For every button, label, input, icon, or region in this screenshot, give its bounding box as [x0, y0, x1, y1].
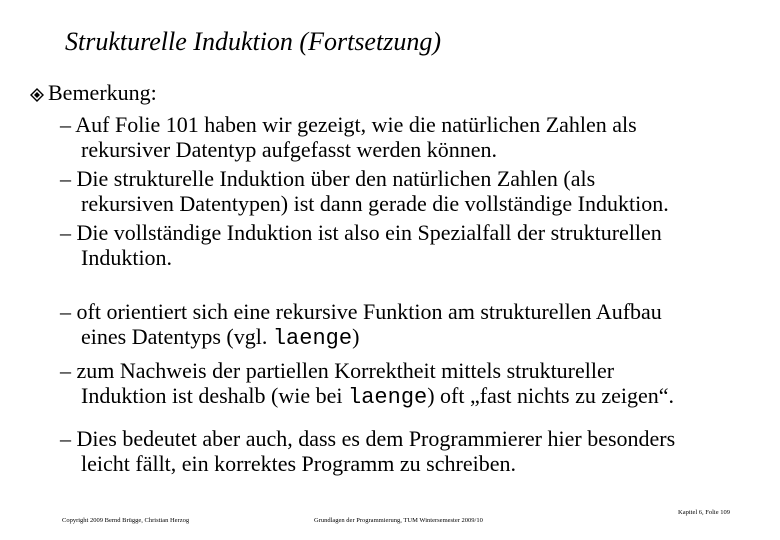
item-text: ) [352, 324, 360, 349]
item-line: – Die vollständige Induktion ist also ein Spezialfall der strukturellen [60, 220, 662, 245]
item-text: ) oft „fast nichts zu zeigen“. [427, 383, 675, 408]
footer-course: Grundlagen der Programmierung, TUM Wintersemester 2009/10 [314, 517, 483, 524]
item-line: rekursiver Datentyp aufgefasst werden können. [81, 137, 498, 162]
list-item [60, 358, 674, 410]
item-line: rekursiven Datentypen) ist dann gerade die vollständige Induktion. [81, 191, 669, 216]
footer-copyright: Copyright 2009 Bernd Brügge, Christian Herzog [62, 517, 190, 524]
diamond-bullet-icon [30, 88, 44, 102]
code-term: laenge [272, 326, 353, 351]
bullet-label: Bemerkung: [48, 80, 157, 105]
item-line: Induktion. [81, 245, 173, 270]
list-item [60, 166, 669, 216]
list-item [60, 220, 662, 270]
list-item [60, 299, 662, 351]
footer-page-number: Kapitel 6, Folie 109 [678, 509, 730, 516]
item-line: – zum Nachweis der partiellen Korrektheit mittels struktureller [60, 358, 615, 383]
item-line: leicht fällt, ein korrektes Programm zu schreiben. [81, 451, 516, 476]
item-line: – Die strukturelle Induktion über den natürlichen Zahlen (als [60, 166, 596, 191]
item-text: Induktion ist deshalb (wie bei [81, 383, 349, 408]
slide-title: Strukturelle Induktion (Fortsetzung) [65, 27, 441, 56]
list-item [60, 426, 675, 476]
item-line: – oft orientiert sich eine rekursive Funktion am strukturellen Aufbau [60, 299, 662, 324]
item-text: eines Datentyps (vgl. [81, 324, 273, 349]
item-line [60, 383, 674, 410]
item-line: – Auf Folie 101 haben wir gezeigt, wie die natürlichen Zahlen als [60, 112, 637, 137]
item-line: – Dies bedeutet aber auch, dass es dem Programmierer hier besonders [60, 426, 676, 451]
list-item [60, 112, 637, 162]
item-line [60, 324, 662, 351]
code-term: laenge [348, 385, 428, 410]
